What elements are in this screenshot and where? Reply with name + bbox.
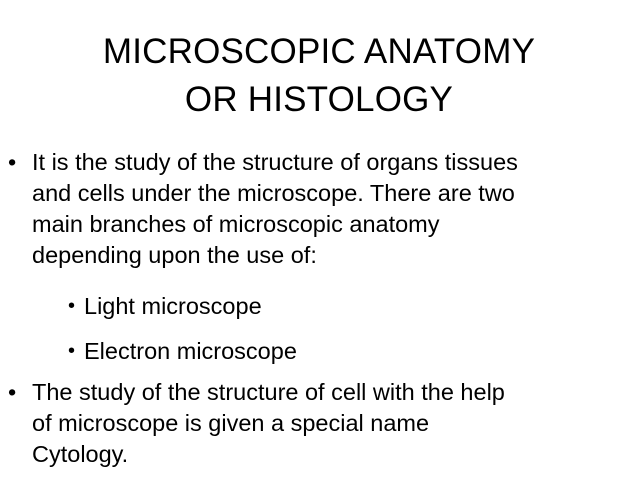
sub-bullet-2 — [68, 336, 628, 367]
bullet-1-line-3: main branches of microscopic anatomy — [32, 211, 440, 237]
bullet-2-line-1: The study of the structure of cell with the help — [32, 379, 505, 405]
bullet-1 — [8, 147, 628, 271]
slide-title — [0, 28, 638, 124]
sub-bullet-marker: • — [68, 295, 76, 317]
bullet-marker: • — [8, 379, 17, 405]
sub-bullet-marker: • — [68, 340, 76, 362]
bullet-2-text — [32, 377, 628, 470]
bullet-1-line-4: depending upon the use of: — [32, 242, 317, 268]
bullet-1-text — [32, 147, 628, 271]
bullet-2-line-3: Cytology. — [32, 441, 129, 467]
bullet-1-line-1: It is the study of the structure of organs tissues — [32, 149, 518, 175]
sub-bullet-2-text: Electron microscope — [84, 338, 297, 364]
bullet-1-line-2: and cells under the microscope. There are two — [32, 180, 515, 206]
bullet-2-line-2: of microscope is given a special name — [32, 410, 430, 436]
bullet-2 — [8, 377, 628, 470]
title-line-2: OR HISTOLOGY — [184, 80, 454, 119]
bullet-marker: • — [8, 149, 17, 175]
sub-bullet-1-text: Light microscope — [84, 293, 262, 319]
sub-bullet-1 — [68, 291, 628, 322]
title-line-1: MICROSCOPIC ANATOMY — [102, 32, 536, 71]
